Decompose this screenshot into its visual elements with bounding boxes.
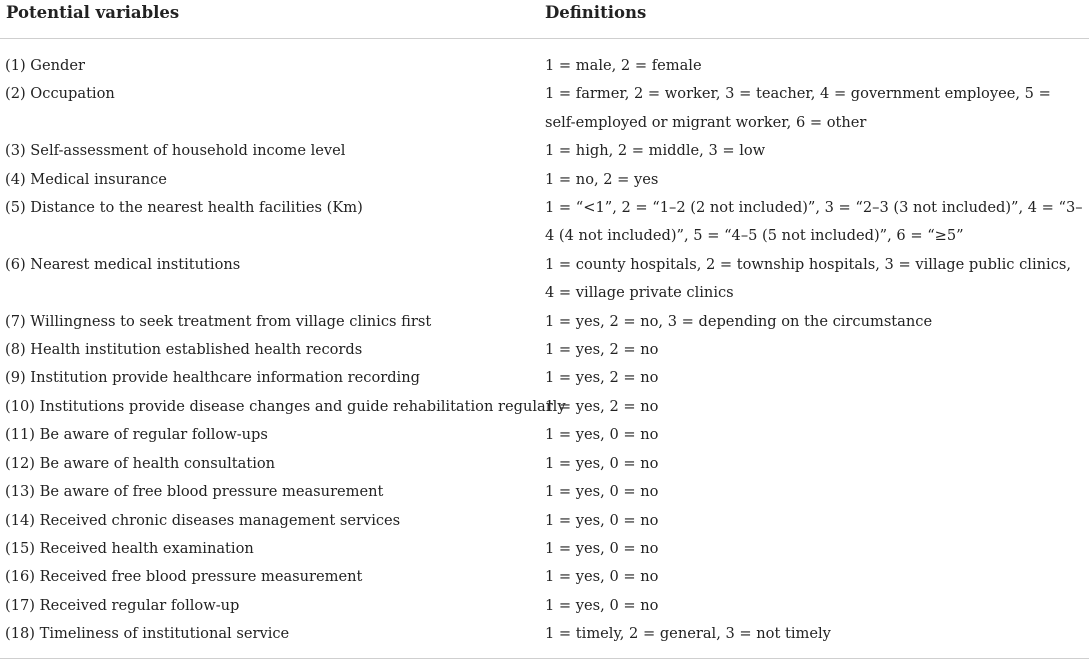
table-row bbox=[0, 620, 1089, 648]
table-row bbox=[0, 194, 1089, 251]
table-row bbox=[0, 563, 1089, 591]
variable-cell: (14) Received chronic diseases management services bbox=[5, 511, 401, 529]
definition-cell: 1 = yes, 0 = no bbox=[545, 426, 659, 444]
table-body bbox=[0, 52, 1089, 649]
variable-cell: (1) Gender bbox=[5, 57, 85, 74]
table-header bbox=[0, 0, 1089, 39]
definition-cell: 1 = yes, 0 = no bbox=[545, 483, 659, 501]
definition-cell: 1 = yes, 2 = no bbox=[545, 397, 659, 415]
table-row bbox=[0, 80, 1089, 137]
definition-cell: 1 = male, 2 = female bbox=[545, 57, 702, 74]
definition-cell: 1 = “<1”, 2 = “1–2 (2 not included)”, 3 = “2–3 (3 not included)”, 4 = “3–4 (4 not included)”, 5 = “4–5 (5 not included)”, 6 = “≥5” bbox=[545, 199, 1083, 245]
variable-cell: (2) Occupation bbox=[5, 85, 115, 103]
variable-cell: (17) Received regular follow-up bbox=[5, 596, 240, 614]
variable-cell: (8) Health institution established health records bbox=[5, 341, 363, 359]
definition-cell: 1 = farmer, 2 = worker, 3 = teacher, 4 = government employee, 5 = self-employed or migrant worker, 6 = other bbox=[545, 85, 1051, 131]
definition-cell: 1 = yes, 2 = no, 3 = depending on the circumstance bbox=[545, 312, 933, 330]
header-definitions: Definitions bbox=[545, 3, 647, 22]
variable-cell: (11) Be aware of regular follow-ups bbox=[5, 426, 268, 444]
definition-cell: 1 = no, 2 = yes bbox=[545, 170, 659, 188]
definition-cell: 1 = high, 2 = middle, 3 = low bbox=[545, 142, 766, 160]
definition-cell: 1 = yes, 0 = no bbox=[545, 511, 659, 529]
table-row bbox=[0, 308, 1089, 336]
table-row bbox=[0, 336, 1089, 364]
variable-cell: (4) Medical insurance bbox=[5, 170, 167, 188]
variable-cell: (5) Distance to the nearest health facilities (Km) bbox=[5, 199, 363, 217]
definition-cell: 1 = timely, 2 = general, 3 = not timely bbox=[545, 625, 831, 643]
definition-cell: 1 = county hospitals, 2 = township hospitals, 3 = village public clinics, 4 = village private clinics bbox=[545, 255, 1071, 302]
definition-cell: 1 = yes, 0 = no bbox=[545, 454, 659, 472]
table-row bbox=[0, 592, 1089, 620]
variable-cell: (3) Self-assessment of household income level bbox=[5, 142, 346, 160]
header-potential-variables: Potential variables bbox=[6, 3, 180, 22]
variable-cell: (7) Willingness to seek treatment from village clinics first bbox=[5, 312, 432, 330]
variable-cell: (10) Institutions provide disease changes and guide rehabilitation regularly bbox=[5, 397, 566, 415]
table-row bbox=[0, 364, 1089, 392]
variable-cell: (9) Institution provide healthcare information recording bbox=[5, 369, 420, 387]
table-row bbox=[0, 251, 1089, 308]
table-row bbox=[0, 478, 1089, 506]
table-row bbox=[0, 52, 1089, 80]
table-row bbox=[0, 535, 1089, 563]
table-row bbox=[0, 166, 1089, 194]
variable-cell: (16) Received free blood pressure measurement bbox=[5, 568, 363, 586]
table-row bbox=[0, 393, 1089, 421]
variable-cell: (18) Timeliness of institutional service bbox=[5, 625, 290, 643]
definition-cell: 1 = yes, 0 = no bbox=[545, 596, 659, 614]
variable-cell: (15) Received health examination bbox=[5, 539, 254, 557]
table-row bbox=[0, 421, 1089, 449]
table-row bbox=[0, 137, 1089, 165]
definition-cell: 1 = yes, 2 = no bbox=[545, 369, 659, 387]
variable-cell: (12) Be aware of health consultation bbox=[5, 454, 276, 472]
table-bottom-rule bbox=[0, 658, 1089, 659]
table-row bbox=[0, 507, 1089, 535]
table-row bbox=[0, 450, 1089, 478]
definition-cell: 1 = yes, 0 = no bbox=[545, 568, 659, 586]
variable-cell: (6) Nearest medical institutions bbox=[5, 255, 241, 273]
definition-cell: 1 = yes, 0 = no bbox=[545, 539, 659, 557]
variable-cell: (13) Be aware of free blood pressure measurement bbox=[5, 483, 384, 501]
definition-cell: 1 = yes, 2 = no bbox=[545, 341, 659, 359]
